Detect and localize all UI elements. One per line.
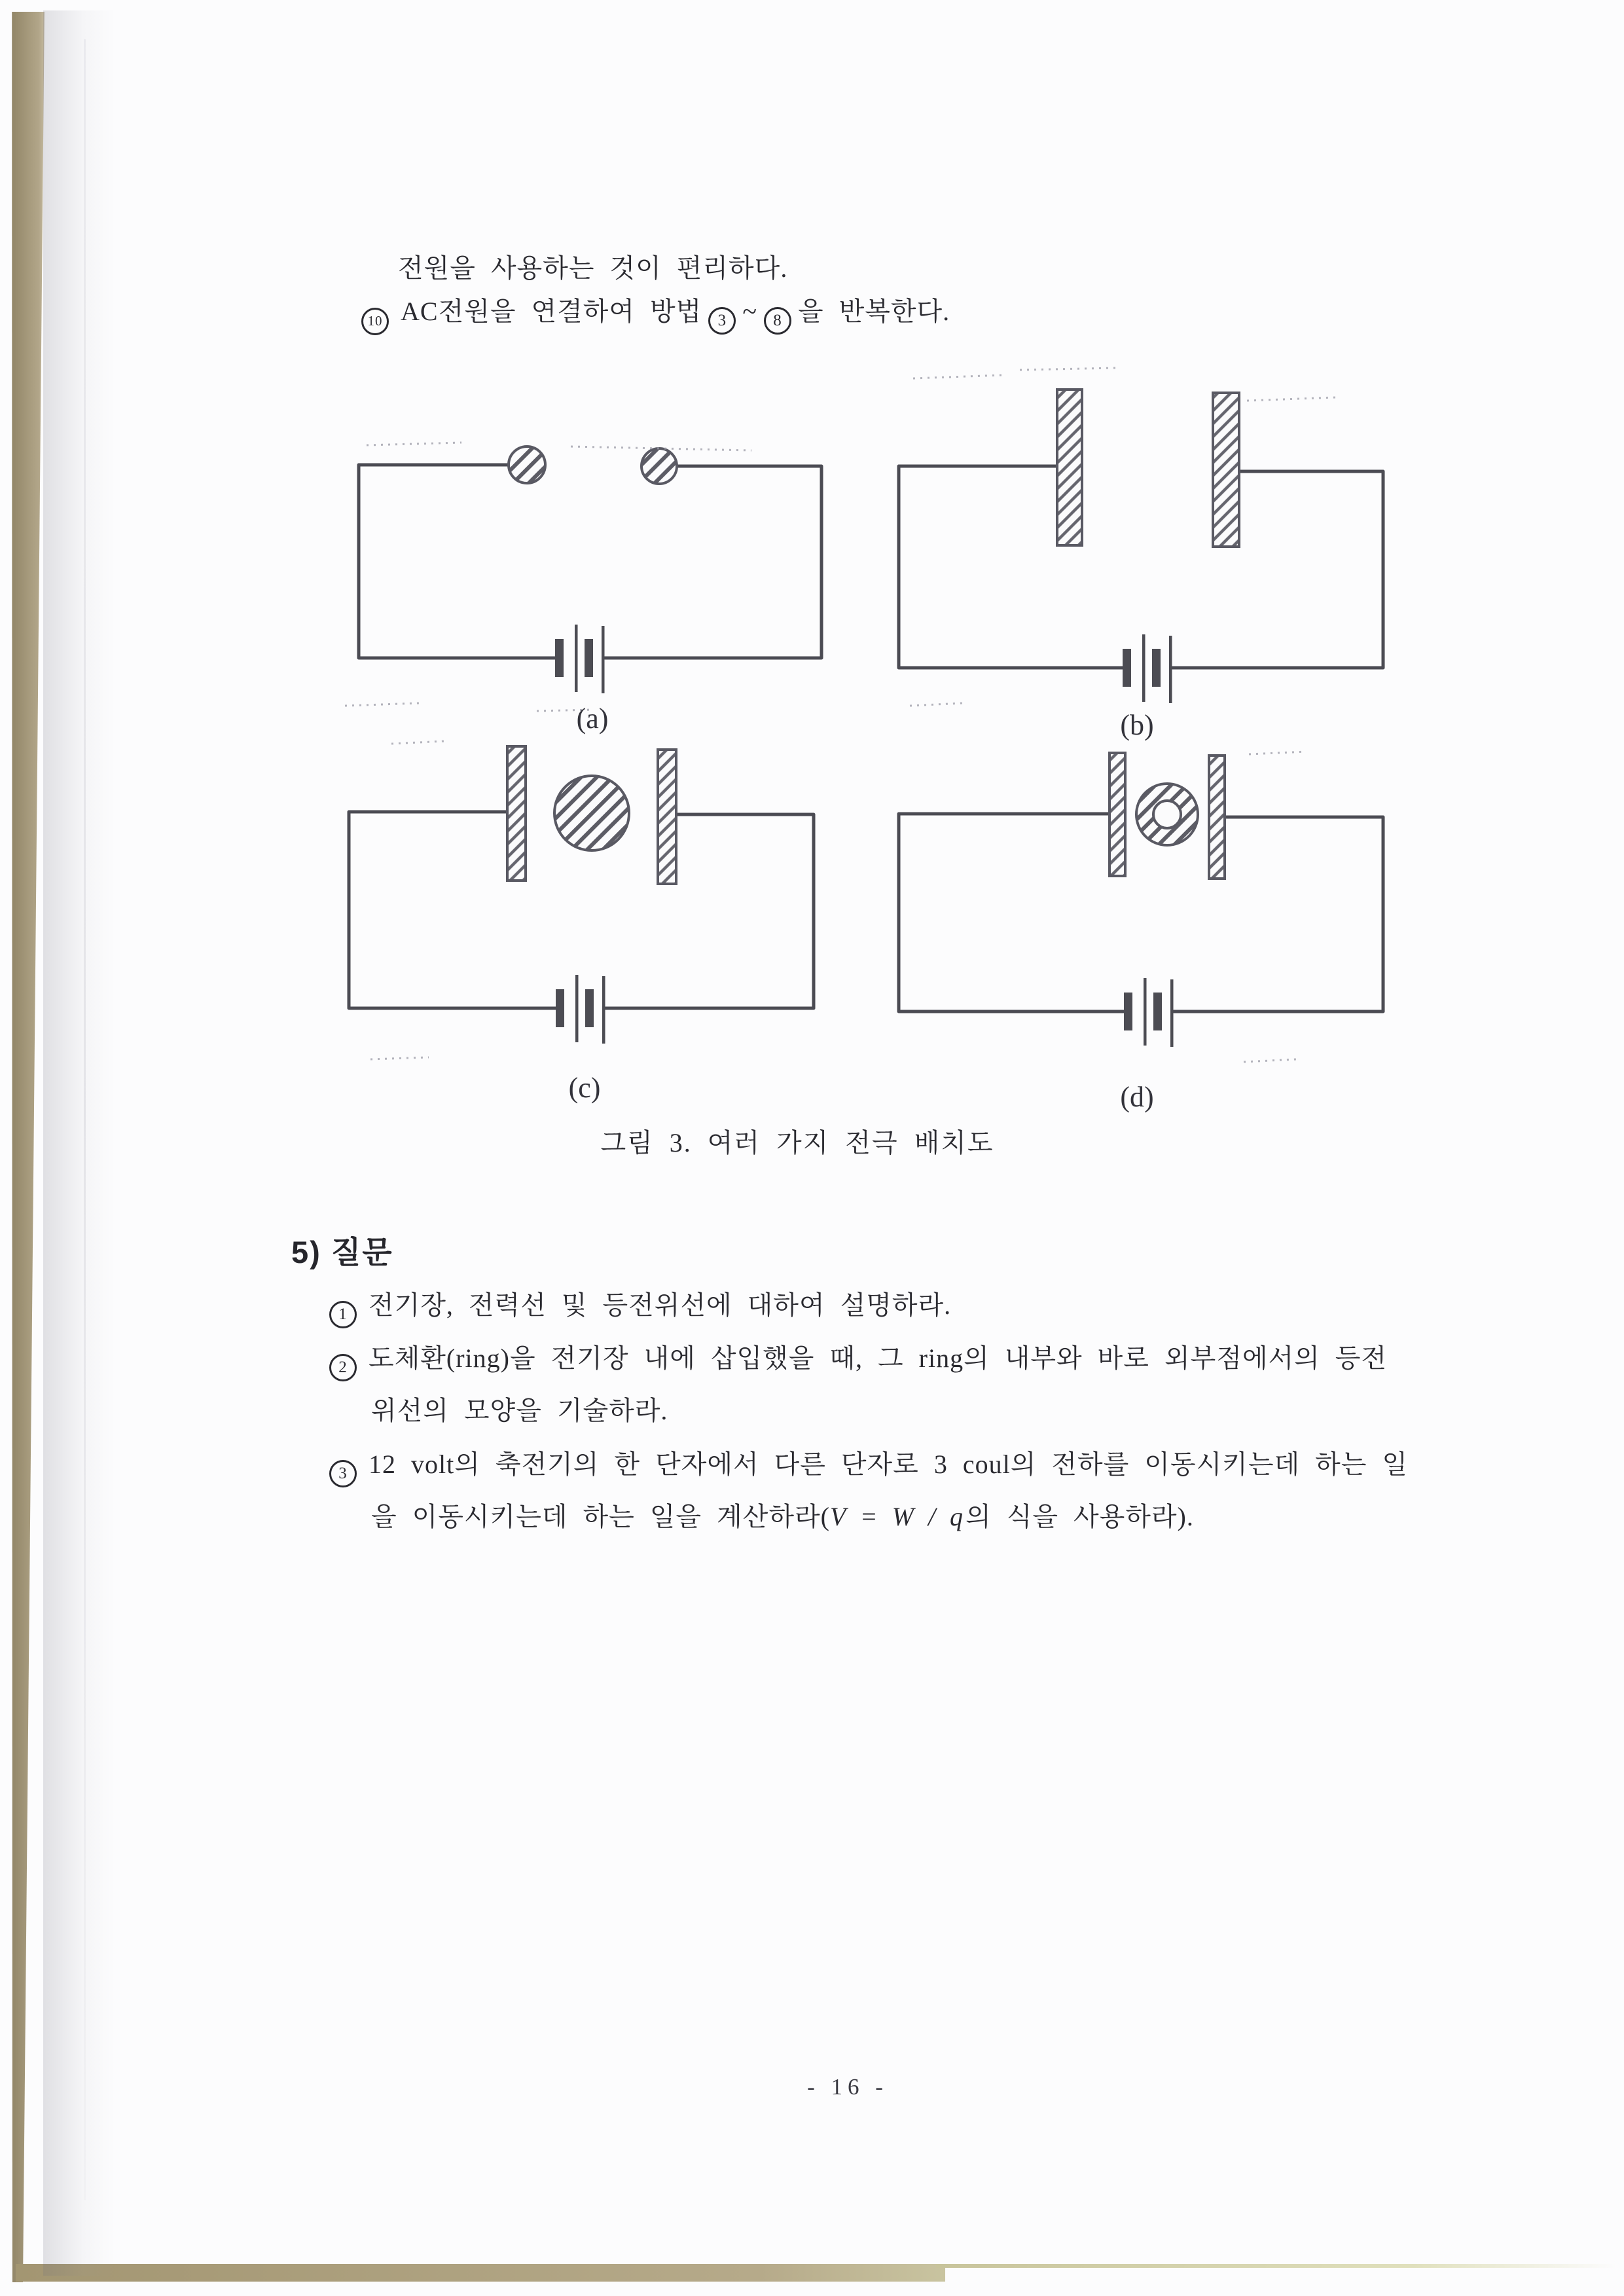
formula-v-w-q: V = W / q	[829, 1502, 966, 1531]
figure-label-a: (a)	[576, 702, 609, 735]
circled-number-2: 2	[329, 1354, 357, 1381]
electrode-plate-left	[1110, 753, 1125, 876]
question-2-line-2: 위선의 모양을 기술하라.	[371, 1396, 668, 1425]
electrode-plate-left	[1057, 390, 1082, 545]
circled-number-1: 1	[329, 1301, 357, 1328]
figure-caption: 그림 3. 여러 가지 전극 배치도	[600, 1128, 994, 1157]
circled-number-3: 3	[708, 307, 736, 335]
circuit-diagram-d	[899, 753, 1383, 1011]
page-number: - 16 -	[807, 2074, 888, 2100]
figure-label-d: (d)	[1120, 1081, 1154, 1113]
electrode-point-left	[509, 446, 545, 483]
electrode-plate-right	[1213, 393, 1239, 547]
question-1-line-1: 1 전기장, 전력선 및 등전위선에 대하여 설명하라.	[329, 1290, 951, 1328]
electrode-plate-right	[1209, 756, 1225, 879]
figure-label-c: (c)	[568, 1072, 601, 1104]
circled-number-3b: 3	[329, 1460, 357, 1487]
electrode-plate-right	[658, 750, 676, 884]
question-3-line-1: 3 12 volt의 축전기의 한 단자에서 다른 단자로 3 coul의 전하를 이동시키는데 하는 일	[329, 1449, 1408, 1487]
question-2-line-1: 2 도체환(ring)을 전기장 내에 삽입했을 때, 그 ring의 내부와 바로 외부점에서의 등전	[329, 1343, 1387, 1381]
scan-artifact	[345, 368, 1335, 1062]
intro-line-2: 10 AC전원을 연결하여 방법 3 ~ 8 을 반복한다.	[361, 296, 950, 335]
question-3-line-2: 을 이동시키는데 하는 일을 계산하라(V = W / q의 식을 사용하라).	[371, 1502, 1194, 1531]
wire	[359, 465, 821, 658]
wire	[899, 814, 1383, 1011]
wire	[899, 466, 1383, 668]
section-heading: 5) 질문	[291, 1235, 393, 1269]
circuit-diagram-b	[899, 390, 1383, 668]
circled-number-8: 8	[764, 307, 791, 335]
conducting-disk	[554, 776, 629, 850]
conducting-ring-hole	[1153, 801, 1181, 828]
circuit-diagram-c	[349, 746, 814, 1008]
circled-number-10: 10	[361, 308, 389, 335]
intro-line-1: 전원을 사용하는 것이 편리하다.	[398, 253, 788, 283]
electrode-point-right	[641, 448, 677, 484]
electrode-plate-left	[507, 746, 526, 881]
circuit-diagram-a	[359, 446, 821, 658]
figure-label-b: (b)	[1120, 709, 1154, 741]
